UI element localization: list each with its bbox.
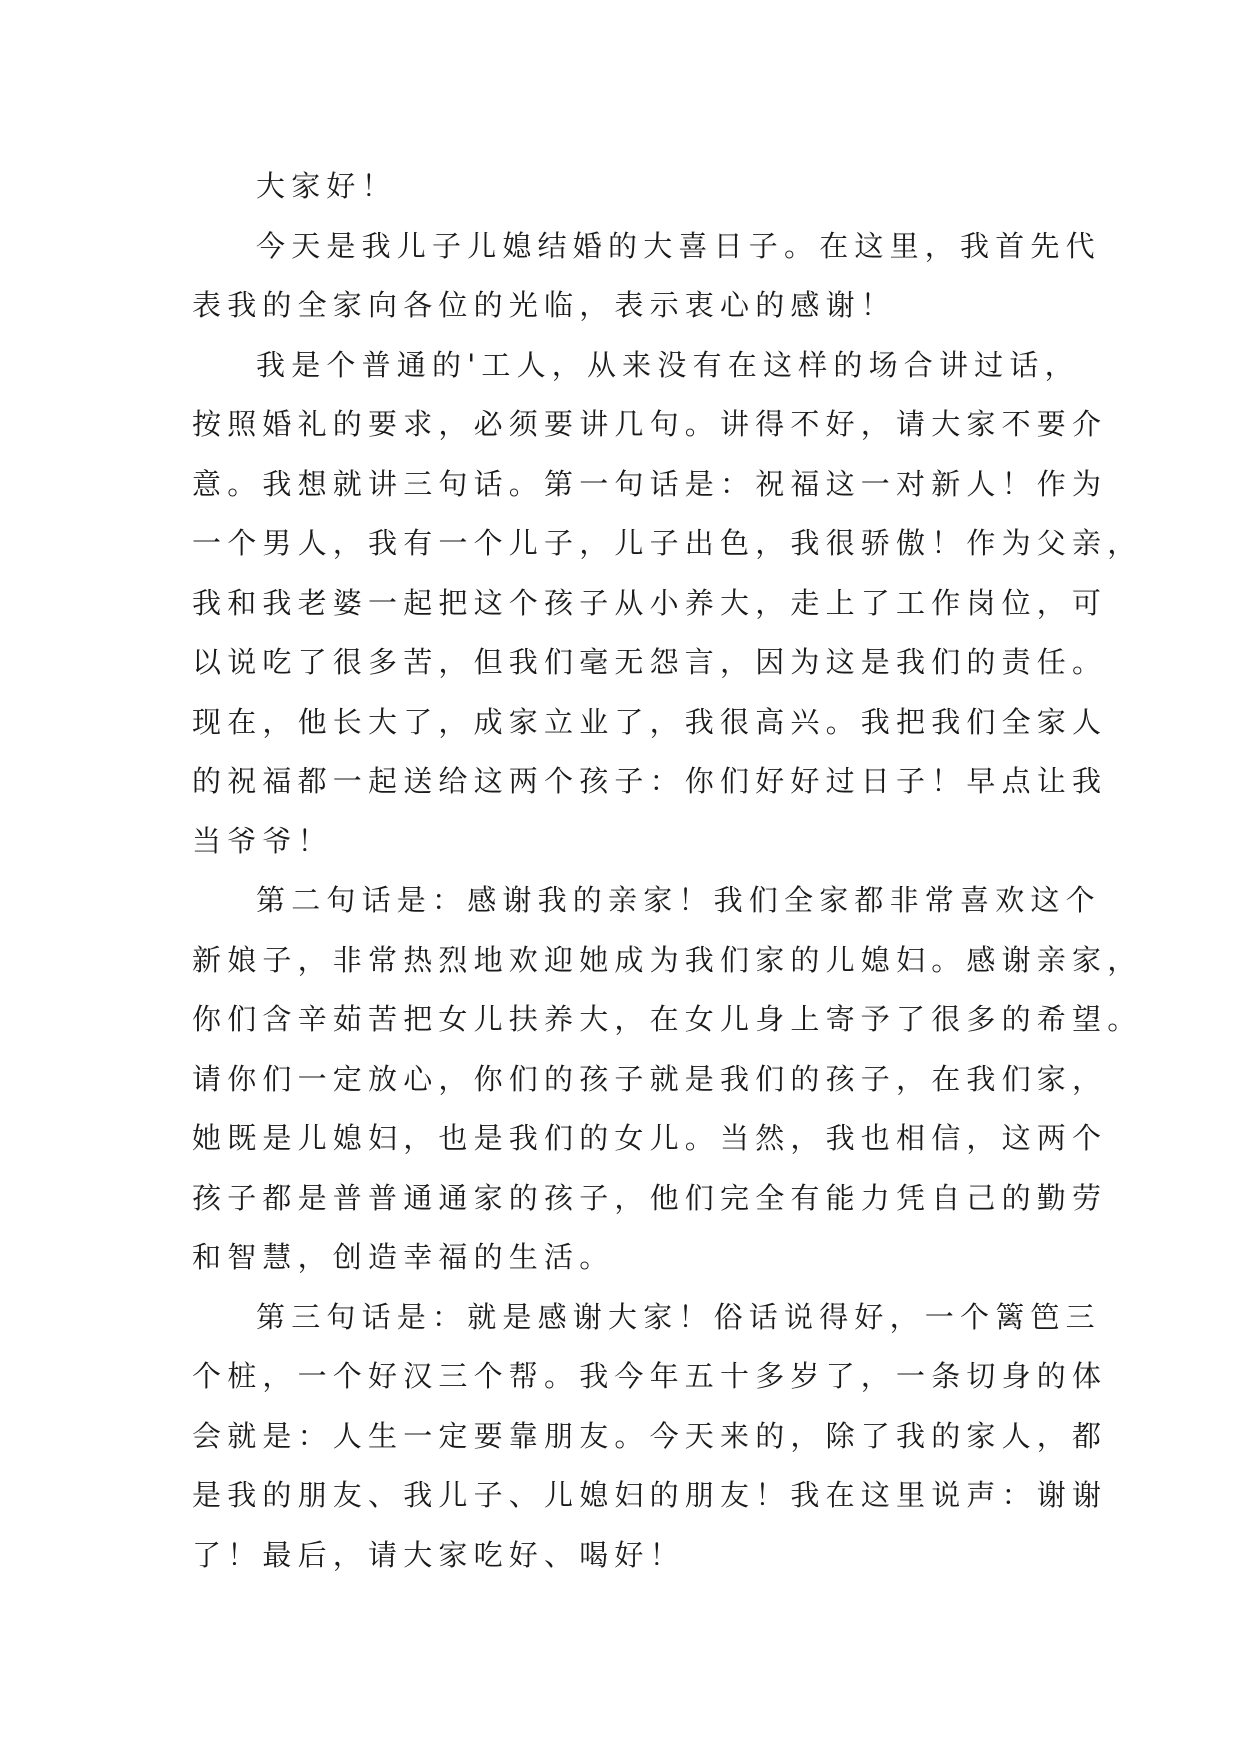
text-line: 的祝福都一起送给这两个孩子：你们好好过日子！早点让我 <box>192 764 1108 798</box>
text-line: 你们含辛茹苦把女儿扶养大，在女儿身上寄予了很多的希望。 <box>192 1002 1143 1036</box>
text-line: 第三句话是：就是感谢大家！俗话说得好，一个篱笆三 <box>256 1299 1101 1334</box>
text-line: 个桩，一个好汉三个帮。我今年五十多岁了，一条切身的体 <box>192 1359 1108 1393</box>
text-line: 第二句话是：感谢我的亲家！我们全家都非常喜欢这个 <box>256 883 1101 917</box>
text-line: 请你们一定放心，你们的孩子就是我们的孩子，在我们家， <box>192 1061 1108 1096</box>
text-line: 了！最后，请大家吃好、喝好！ <box>192 1537 685 1572</box>
text-line: 会就是：人生一定要靠朋友。今天来的，除了我的家人，都 <box>192 1418 1108 1453</box>
text-line: 是我的朋友、我儿子、儿媳妇的朋友！我在这里说声：谢谢 <box>192 1478 1108 1512</box>
text-line: 表我的全家向各位的光临，表示衷心的感谢！ <box>192 288 897 322</box>
text-line: 现在，他长大了，成家立业了，我很高兴。我把我们全家人 <box>192 704 1108 739</box>
text-line: 孩子都是普普通通家的孩子，他们完全有能力凭自己的勤劳 <box>192 1180 1108 1215</box>
text-line: 以说吃了很多苦，但我们毫无怨言，因为这是我们的责任。 <box>192 645 1108 679</box>
text-line: 她既是儿媳妇，也是我们的女儿。当然，我也相信，这两个 <box>192 1121 1108 1155</box>
text-line: 大家好！ <box>256 169 397 203</box>
text-line: 和智慧，创造幸福的生活。 <box>192 1240 615 1274</box>
text-line: 一个男人，我有一个儿子，儿子出色，我很骄傲！作为父亲， <box>192 526 1143 560</box>
text-line: 按照婚礼的要求，必须要讲几句。讲得不好，请大家不要介 <box>192 407 1108 441</box>
text-line: 我是个普通的'工人，从来没有在这样的场合讲过话， <box>256 347 1080 382</box>
text-line: 新娘子，非常热烈地欢迎她成为我们家的儿媳妇。感谢亲家， <box>192 942 1143 977</box>
speech-body <box>192 157 1143 1585</box>
text-line: 我和我老婆一起把这个孩子从小养大，走上了工作岗位，可 <box>192 585 1108 620</box>
text-line: 今天是我儿子儿媳结婚的大喜日子。在这里，我首先代 <box>256 228 1101 263</box>
text-line: 意。我想就讲三句话。第一句话是：祝福这一对新人！作为 <box>192 466 1108 501</box>
text-line: 当爷爷！ <box>192 823 333 858</box>
